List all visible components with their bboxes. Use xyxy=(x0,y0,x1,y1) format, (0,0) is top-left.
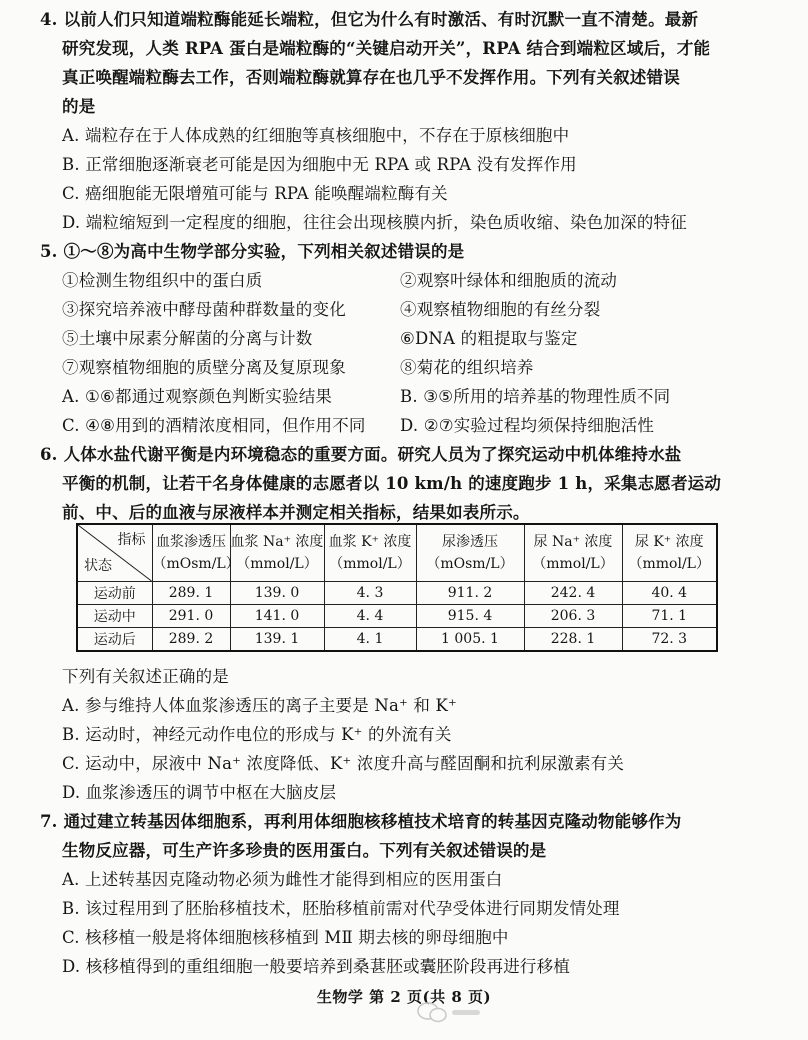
table-cell: 4. 3 xyxy=(324,582,416,605)
q5-option-d: D. ②⑦实验过程均须保持细胞活性 xyxy=(400,416,655,435)
table-cell: 1 005. 1 xyxy=(416,628,524,652)
q7-option-b: B. 该过程用到了胚胎移植技术，胚胎移植前需对代孕受体进行同期发情处理 xyxy=(62,899,620,918)
q4-option-b: B. 正常细胞逐渐衰老可能是因为细胞中无 RPA 或 RPA 没有发挥作用 xyxy=(62,155,577,174)
header-title: 尿渗透压 xyxy=(442,534,498,550)
q5-item-6: ⑥DNA 的粗提取与鉴定 xyxy=(400,329,578,348)
header-unit: （mmol/L） xyxy=(628,556,710,572)
table-cell: 40. 4 xyxy=(622,582,717,605)
table-cell: 291. 0 xyxy=(152,605,230,628)
q4-option-c: C. 癌细胞能无限增殖可能与 RPA 能唤醒端粒酶有关 xyxy=(62,184,448,203)
q4-stem-line-2: 研究发现，人类 RPA 蛋白是端粒酶的“关键启动开关”，RPA 结合到端粒区域后，才能 xyxy=(62,39,711,58)
table-cell: 242. 4 xyxy=(524,582,622,605)
q5-item-2: ②观察叶绿体和细胞质的流动 xyxy=(400,271,618,290)
q5-option-a: A. ①⑥都通过观察颜色判断实验结果 xyxy=(62,387,333,406)
table-row xyxy=(77,605,717,628)
table-corner-cell xyxy=(77,524,152,582)
corner-label-state: 状态 xyxy=(84,558,112,574)
corner-label-indicator: 指标 xyxy=(117,532,146,548)
q7-option-d: D. 核移植得到的重组细胞一般要培养到桑葚胚或囊胚阶段再进行移植 xyxy=(62,957,571,976)
header-title: 血浆渗透压 xyxy=(156,534,226,550)
q7-option-c: C. 核移植一般是将体细胞核移植到 MⅡ 期去核的卵母细胞中 xyxy=(62,928,509,947)
table-cell: 206. 3 xyxy=(524,605,622,628)
header-title: 尿 K⁺ 浓度 xyxy=(634,534,704,550)
table-header-urine-k xyxy=(622,524,717,582)
table-cell: 4. 4 xyxy=(324,605,416,628)
q5-item-8: ⑧菊花的组织培养 xyxy=(400,358,534,377)
header-unit: （mmol/L） xyxy=(236,556,318,572)
q4-option-a: A. 端粒存在于人体成熟的红细胞等真核细胞中，不存在于原核细胞中 xyxy=(62,126,570,145)
q6-option-d: D. 血浆渗透压的调节中枢在大脑皮层 xyxy=(62,783,337,802)
table-cell: 139. 0 xyxy=(230,582,324,605)
q7-stem-line-2: 生物反应器，可生产许多珍贵的医用蛋白。下列有关叙述错误的是 xyxy=(62,841,547,860)
watermark-chat-icon xyxy=(414,1000,484,1024)
table-cell: 4. 1 xyxy=(324,628,416,652)
q5-item-7: ⑦观察植物细胞的质壁分离及复原现象 xyxy=(62,358,346,377)
q5-stem: 5. ①～⑧为高中生物学部分实验，下列相关叙述错误的是 xyxy=(40,242,465,261)
q5-item-4: ④观察植物细胞的有丝分裂 xyxy=(400,300,601,319)
q6-data-table xyxy=(76,523,718,652)
q6-stem-line-2: 平衡的机制，让若干名身体健康的志愿者以 10 km/h 的速度跑步 1 h，采集志愿者运动 xyxy=(62,474,722,493)
table-cell: 72. 3 xyxy=(622,628,717,652)
table-cell: 228. 1 xyxy=(524,628,622,652)
table-header-urine-osm xyxy=(416,524,524,582)
q6-after-table: 下列有关叙述正确的是 xyxy=(62,667,229,686)
table-cell: 71. 1 xyxy=(622,605,717,628)
table-cell: 运动中 xyxy=(77,605,152,628)
q4-stem-line-3: 真正唤醒端粒酶去工作，否则端粒酶就算存在也几乎不发挥作用。下列有关叙述错误 xyxy=(62,68,680,87)
table-cell: 289. 1 xyxy=(152,582,230,605)
q4-stem-line-4: 的是 xyxy=(62,97,96,116)
header-title: 尿 Na⁺ 浓度 xyxy=(533,534,613,550)
table-cell: 289. 2 xyxy=(152,628,230,652)
header-unit: （mOsm/L） xyxy=(426,556,514,572)
q5-item-3: ③探究培养液中酵母菌种群数量的变化 xyxy=(62,300,346,319)
table-header-plasma-osm xyxy=(152,524,240,582)
table-cell: 915. 4 xyxy=(416,605,524,628)
q5-option-c: C. ④⑧用到的酒精浓度相同，但作用不同 xyxy=(62,416,366,435)
table-cell: 141. 0 xyxy=(230,605,324,628)
q5-option-b: B. ③⑤所用的培养基的物理性质不同 xyxy=(400,387,671,406)
table-cell: 运动后 xyxy=(77,628,152,652)
header-title: 血浆 K⁺ 浓度 xyxy=(328,534,412,550)
q6-stem-line-3: 前、中、后的血液与尿液样本并测定相关指标，结果如表所示。 xyxy=(62,503,530,522)
header-unit: （mmol/L） xyxy=(329,556,411,572)
table-header-plasma-na xyxy=(230,524,324,582)
table-row xyxy=(77,582,717,605)
q4-stem-line-1: 4. 以前人们只知道端粒酶能延长端粒，但它为什么有时激活、有时沉默一直不清楚。最新 xyxy=(40,10,699,29)
q6-stem-line-1: 6. 人体水盐代谢平衡是内环境稳态的重要方面。研究人员为了探究运动中机体维持水盐 xyxy=(40,445,682,464)
q6-option-c: C. 运动中，尿液中 Na⁺ 浓度降低、K⁺ 浓度升高与醛固酮和抗利尿激素有关 xyxy=(62,754,625,773)
header-unit: （mmol/L） xyxy=(532,556,614,572)
q6-option-a: A. 参与维持人体血浆渗透压的离子主要是 Na⁺ 和 K⁺ xyxy=(62,696,457,715)
q6-option-b: B. 运动时，神经元动作电位的形成与 K⁺ 的外流有关 xyxy=(62,725,452,744)
q4-option-d: D. 端粒缩短到一定程度的细胞，往往会出现核膜内折，染色质收缩、染色加深的特征 xyxy=(62,213,687,232)
table-cell: 911. 2 xyxy=(416,582,524,605)
q5-item-5: ⑤土壤中尿素分解菌的分离与计数 xyxy=(62,329,313,348)
q7-option-a: A. 上述转基因克隆动物必须为雌性才能得到相应的医用蛋白 xyxy=(62,870,503,889)
table-row xyxy=(77,628,717,652)
header-unit: （mOsm/L） xyxy=(152,556,240,572)
q7-stem-line-1: 7. 通过建立转基因体细胞系，再利用体细胞核移植技术培育的转基因克隆动物能够作为 xyxy=(40,812,682,831)
table-header-urine-na xyxy=(524,524,622,582)
table-header-plasma-k xyxy=(324,524,416,582)
table-cell: 运动前 xyxy=(77,582,152,605)
header-title: 血浆 Na⁺ 浓度 xyxy=(230,534,324,550)
page-footer: 生物学 第 2 页(共 8 页) xyxy=(316,988,492,1006)
q5-item-1: ①检测生物组织中的蛋白质 xyxy=(62,271,263,290)
table-cell: 139. 1 xyxy=(230,628,324,652)
